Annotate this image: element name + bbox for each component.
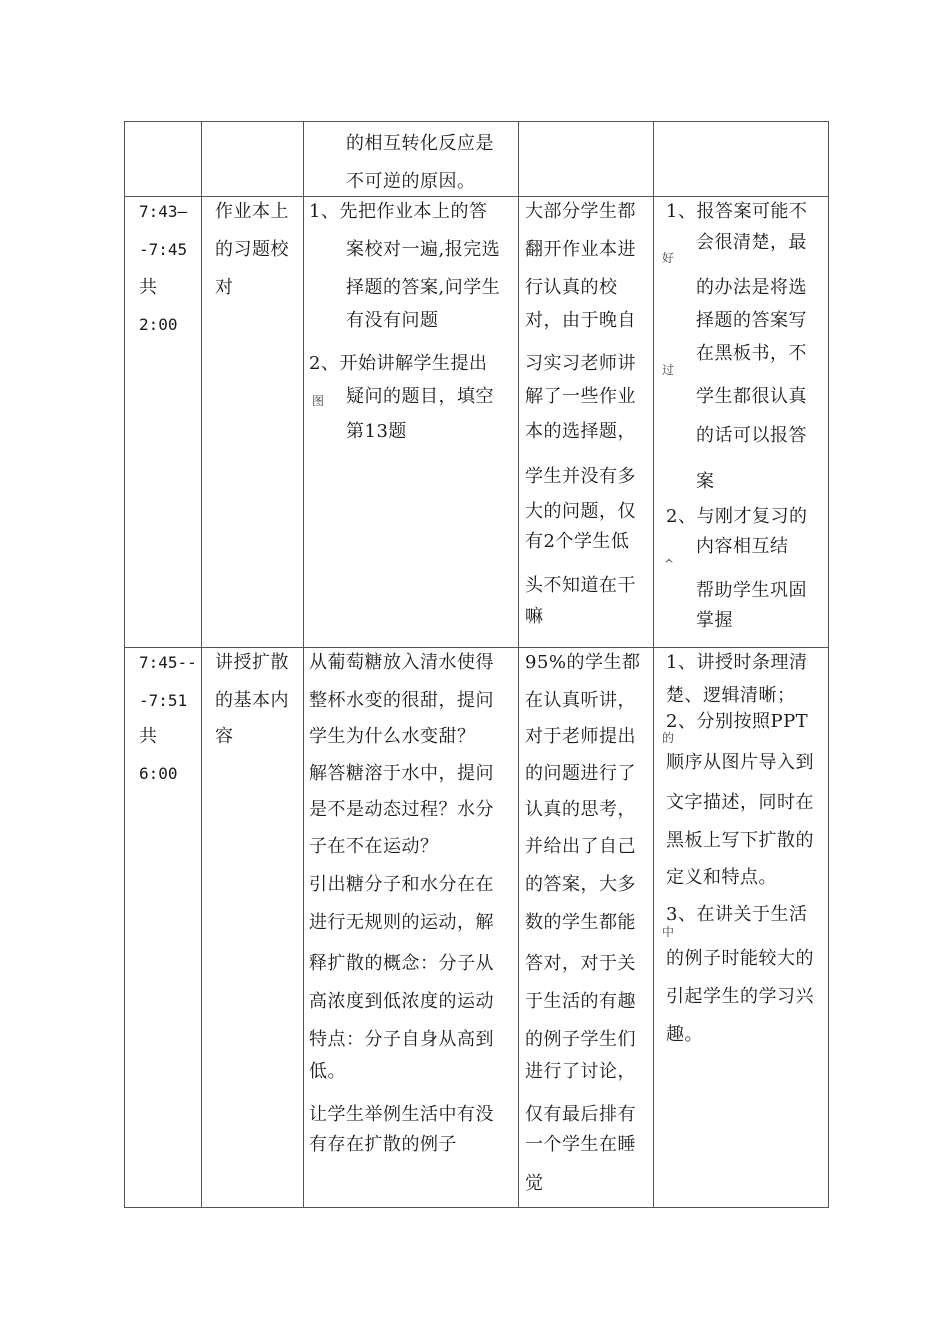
content-line: 从葡萄糖放入清水使得 (309, 652, 494, 673)
time-line: 6:00 (139, 764, 178, 783)
content-line: 释扩散的概念：分子从 (309, 953, 494, 974)
comment-line: 择题的答案写 (696, 310, 807, 331)
table-row (125, 122, 829, 197)
time-line: -7:51 (139, 691, 188, 710)
content-cell (304, 197, 519, 648)
content-line: 学生为什么水变甜？ (309, 726, 476, 747)
student-line: 的例子学生们 (525, 1029, 636, 1050)
student-line: 解了一些作业 (525, 386, 636, 407)
student-line: 习实习老师讲 (525, 353, 636, 374)
activity-cell (202, 197, 304, 648)
content-line: 不可逆的原因。 (346, 171, 476, 192)
content-line: 第13题 (346, 421, 407, 442)
content-line: 高浓度到低浓度的运动 (309, 991, 494, 1012)
activity-cell (202, 122, 304, 197)
fragment-glyph: ^ (664, 557, 675, 571)
comment-line: 引起学生的学习兴 (666, 986, 814, 1007)
student-line: 仅有最后排有 (525, 1104, 636, 1125)
fragment-glyph: 好 (662, 251, 675, 265)
student-line: 的问题进行了 (525, 763, 636, 784)
student-line: 一个学生在睡 (525, 1134, 636, 1155)
content-line: 让学生举例生活中有没 (309, 1104, 494, 1125)
comment-cell (654, 648, 829, 1208)
comment-line: 的办法是将选 (696, 277, 807, 298)
time-line: 共 (139, 726, 158, 747)
time-cell (125, 122, 202, 197)
student-line: 数的学生都能 (525, 912, 636, 933)
comment-line: 文字描述，同时在 (666, 792, 814, 813)
comment-line: 学生都很认真 (696, 386, 807, 407)
table-row (125, 197, 829, 648)
student-cell (519, 197, 654, 648)
comment-line: 内容相互结 (696, 536, 789, 557)
student-cell (519, 648, 654, 1208)
student-cell (519, 122, 654, 197)
student-line: 头不知道在干 (525, 575, 636, 596)
time-line: 2:00 (139, 315, 178, 334)
comment-line: 3、在讲关于生活 (666, 904, 808, 925)
content-line: 的相互转化反应是 (346, 133, 494, 154)
activity-line: 容 (215, 726, 234, 747)
comment-cell (654, 122, 829, 197)
student-line: 本的选择题， (525, 421, 636, 442)
student-line: 觉 (525, 1173, 544, 1194)
comment-line: 1、报答案可能不 (666, 201, 808, 222)
student-line: 在认真听讲， (525, 690, 636, 711)
comment-line: 2、分别按照PPT (666, 711, 809, 732)
student-line: 翻开作业本进 (525, 239, 636, 260)
comment-line: 黑板上写下扩散的 (666, 830, 814, 851)
comment-line: 的例子时能较大的 (666, 948, 814, 969)
student-line: 认真的思考， (525, 799, 636, 820)
student-line: 进行了讨论， (525, 1061, 636, 1082)
lesson-observation-table (124, 121, 829, 1208)
comment-line: 顺序从图片导入到 (666, 752, 814, 773)
activity-line: 的习题校 (215, 239, 289, 260)
time-cell (125, 648, 202, 1208)
comment-line: 帮助学生巩固 (696, 580, 807, 601)
student-line: 的答案，大多 (525, 874, 636, 895)
activity-line: 作业本上 (215, 201, 289, 222)
content-line: 特点：分子自身从高到 (309, 1029, 494, 1050)
student-line: 对于老师提出 (525, 726, 636, 747)
activity-cell (202, 648, 304, 1208)
student-line: 答对，对于关 (525, 953, 636, 974)
comment-line: 1、讲授时条理清 (666, 652, 808, 673)
comment-line: 案 (696, 471, 715, 492)
fragment-glyph: 的 (662, 731, 675, 745)
comment-line: 在黑板书，不 (696, 343, 807, 364)
content-line: 引出糖分子和水分在在 (309, 874, 494, 895)
content-line: 进行无规则的运动，解 (309, 912, 494, 933)
comment-line: 定义和特点。 (666, 867, 777, 888)
comment-line: 的话可以报答 (696, 425, 807, 446)
student-line: 95%的学生都 (525, 652, 641, 673)
student-line: 嘛 (525, 606, 544, 627)
content-line: 解答糖溶于水中，提问 (309, 763, 494, 784)
table-row (125, 648, 829, 1208)
fragment-glyph: 中 (662, 925, 675, 939)
time-line: -7:45 (139, 240, 188, 259)
student-line: 大部分学生都 (525, 201, 636, 222)
comment-line: 2、与刚才复习的 (666, 506, 808, 527)
fragment-glyph: 过 (662, 363, 675, 377)
time-cell (125, 197, 202, 648)
activity-line: 对 (215, 277, 234, 298)
content-line: 1、先把作业本上的答 (309, 201, 488, 222)
time-line: 7:45-- (139, 653, 197, 672)
comment-line: 趣。 (666, 1024, 703, 1045)
content-cell (304, 648, 519, 1208)
content-line: 2、开始讲解学生提出 (309, 353, 488, 374)
comment-line: 楚、逻辑清晰； (666, 685, 796, 706)
student-line: 有2个学生低 (525, 531, 630, 552)
content-line: 择题的答案,问学生 (346, 277, 501, 298)
content-line: 案校对一遍,报完选 (346, 239, 501, 260)
student-line: 并给出了自己 (525, 836, 636, 857)
activity-line: 的基本内 (215, 690, 289, 711)
student-line: 学生并没有多 (525, 466, 636, 487)
content-line: 有存在扩散的例子 (309, 1134, 457, 1155)
student-line: 行认真的校 (525, 277, 618, 298)
student-line: 于生活的有趣 (525, 991, 636, 1012)
time-line: 共 (139, 277, 158, 298)
student-line: 对，由于晚自 (525, 310, 636, 331)
content-line: 是不是动态过程？水分 (309, 799, 494, 820)
fragment-glyph: 图 (312, 394, 325, 408)
comment-line: 掌握 (696, 610, 733, 631)
comment-line: 会很清楚，最 (696, 232, 807, 253)
comment-cell (654, 197, 829, 648)
student-line: 大的问题，仅 (525, 501, 636, 522)
content-line: 有没有问题 (346, 310, 439, 331)
activity-line: 讲授扩散 (215, 652, 289, 673)
content-line: 低。 (309, 1061, 346, 1082)
content-line: 整杯水变的很甜，提问 (309, 690, 494, 711)
time-line: 7:43— (139, 202, 188, 221)
content-line: 子在不在运动？ (309, 836, 439, 857)
content-line: 疑问的题目，填空 (346, 386, 494, 407)
content-cell (304, 122, 519, 197)
